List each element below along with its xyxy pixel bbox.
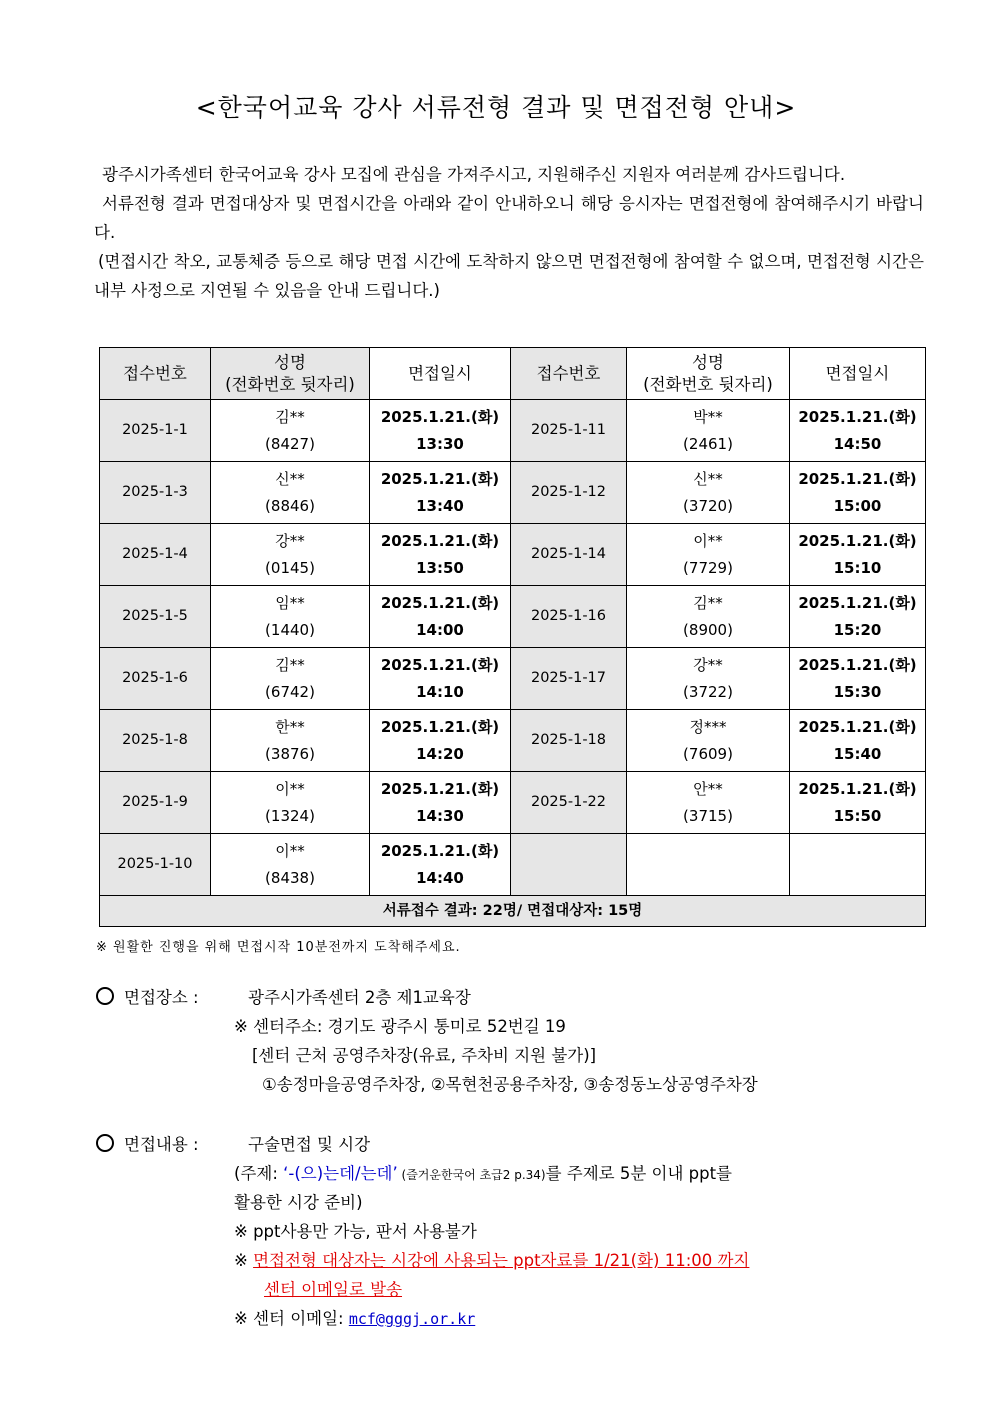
- interview-time: 14:50: [833, 434, 882, 453]
- reception-no-cell: 2025-1-10: [100, 834, 211, 896]
- applicant-name: 김**: [693, 593, 723, 612]
- reception-no-cell: [511, 834, 627, 896]
- interview-datetime-cell: [370, 834, 511, 896]
- table-header-row: [100, 348, 926, 400]
- header-reception-no: 접수번호: [100, 348, 211, 400]
- header-interview-datetime: 면접일시: [370, 348, 511, 400]
- interview-date: 2025.1.21.(화): [380, 841, 500, 860]
- reception-no-cell: 2025-1-3: [100, 462, 211, 524]
- applicant-cell: [211, 400, 370, 462]
- interview-datetime-cell: [790, 400, 926, 462]
- applicant-name: 강**: [275, 531, 305, 550]
- applicant-name: 김**: [275, 407, 305, 426]
- interview-datetime-cell: [370, 586, 511, 648]
- place-value: 광주시가족센터 2층 제1교육장: [248, 988, 471, 1007]
- reception-no-cell: 2025-1-16: [511, 586, 627, 648]
- interview-datetime-cell: [370, 462, 511, 524]
- reception-no-cell: 2025-1-11: [511, 400, 627, 462]
- rule-ppt-only: ※ ppt사용만 가능, 판서 사용불가: [234, 1222, 477, 1241]
- interview-time: 15:20: [833, 620, 882, 639]
- place-label: 면접장소 :: [124, 988, 199, 1007]
- applicant-name: 안**: [693, 779, 723, 798]
- rule-submit-text: 면접전형 대상자는 시강에 사용되는 ppt자료를 1/21(화) 11:00 까지: [253, 1251, 750, 1270]
- parking-list: ①송정마을공영주차장, ②목현천공용주차장, ③송정동노상공영주차장: [262, 1075, 758, 1094]
- reception-no-cell: 2025-1-8: [100, 710, 211, 772]
- applicant-phone: (2461): [683, 434, 733, 453]
- applicant-cell: [211, 834, 370, 896]
- interview-date: 2025.1.21.(화): [380, 531, 500, 550]
- interview-time: 14:30: [416, 806, 464, 825]
- center-email-line: [234, 1304, 475, 1334]
- header-name-line1: 성명: [274, 352, 306, 372]
- interview-time: 14:40: [416, 868, 464, 887]
- content-value: 구술면접 및 시강: [248, 1135, 371, 1154]
- interview-date: 2025.1.21.(화): [380, 407, 500, 426]
- reception-no-cell: 2025-1-1: [100, 400, 211, 462]
- header-interview-datetime: 면접일시: [790, 348, 926, 400]
- applicant-cell: [211, 648, 370, 710]
- table-row: [100, 772, 926, 834]
- reception-no-cell: 2025-1-14: [511, 524, 627, 586]
- table-row: [100, 400, 926, 462]
- applicant-name: 이**: [693, 531, 723, 550]
- interview-date: 2025.1.21.(화): [380, 655, 500, 674]
- header-name: [211, 348, 370, 400]
- applicant-cell: [211, 710, 370, 772]
- applicant-cell: [627, 834, 790, 896]
- interview-time: 15:10: [833, 558, 882, 577]
- circle-bullet-icon: [96, 1134, 114, 1152]
- reception-no-cell: 2025-1-6: [100, 648, 211, 710]
- reception-no-cell: 2025-1-9: [100, 772, 211, 834]
- applicant-phone: (6742): [265, 682, 315, 701]
- parking-title: [센터 근처 공영주차장(유료, 주차비 지원 불가)]: [252, 1046, 597, 1065]
- applicant-phone: (7729): [683, 558, 733, 577]
- arrival-note: ※ 원활한 진행을 위해 면접시작 10분전까지 도착해주세요.: [96, 940, 461, 955]
- applicant-cell: [627, 524, 790, 586]
- interview-datetime-cell: [790, 772, 926, 834]
- reception-no-cell: 2025-1-17: [511, 648, 627, 710]
- interview-place-section: [96, 983, 471, 1012]
- interview-date: 2025.1.21.(화): [798, 779, 917, 798]
- applicant-name: 강**: [693, 655, 723, 674]
- applicant-name: 한**: [275, 717, 305, 736]
- email-label: ※ 센터 이메일:: [234, 1309, 349, 1328]
- rule-submit-line-2: [264, 1275, 402, 1304]
- applicant-name: 이**: [275, 841, 305, 860]
- topic-line-2: 활용한 시강 준비): [234, 1193, 363, 1212]
- interview-datetime-cell: [370, 648, 511, 710]
- applicant-phone: (7609): [683, 744, 733, 763]
- header-name: [627, 348, 790, 400]
- interview-time: 14:20: [416, 744, 464, 763]
- email-link[interactable]: mcf@gggj.or.kr: [348, 1310, 476, 1328]
- applicant-cell: [627, 710, 790, 772]
- summary-row: [100, 896, 926, 927]
- intro-paragraph: (면접시간 착오, 교통체증 등으로 해당 면접 시간에 도착하지 않으면 면접전형에 참여할 수 없으며, 면접전형 시간은 내부 사정으로 지연될 수 있음을 안내 드립니다.): [94, 252, 924, 300]
- interview-date: 2025.1.21.(화): [798, 469, 917, 488]
- applicant-name: 김**: [275, 655, 305, 674]
- interview-date: 2025.1.21.(화): [380, 469, 500, 488]
- interview-time: 14:00: [416, 620, 464, 639]
- interview-date: 2025.1.21.(화): [798, 531, 917, 550]
- applicant-cell: [211, 524, 370, 586]
- interview-datetime-cell: [790, 710, 926, 772]
- applicant-name: 임**: [275, 593, 305, 612]
- applicant-cell: [627, 772, 790, 834]
- interview-datetime-cell: [790, 586, 926, 648]
- page-title: <한국어교육 강사 서류전형 결과 및 면접전형 안내>: [195, 93, 797, 122]
- applicant-cell: [211, 462, 370, 524]
- topic-source: (즐거운한국어 초급2 p.34): [397, 1168, 546, 1182]
- interview-datetime-cell: [790, 648, 926, 710]
- interview-schedule-table: [99, 347, 926, 927]
- reception-no-cell: 2025-1-5: [100, 586, 211, 648]
- topic-text: ‘-(으)는데/는데’: [283, 1164, 398, 1183]
- applicant-phone: (8846): [265, 496, 315, 515]
- summary-cell: 서류접수 결과: 22명/ 면접대상자: 15명: [100, 896, 926, 927]
- applicant-phone: (0145): [265, 558, 315, 577]
- circle-bullet-icon: [96, 987, 114, 1005]
- interview-time: 13:40: [416, 496, 464, 515]
- table-row: [100, 648, 926, 710]
- reception-no-cell: 2025-1-4: [100, 524, 211, 586]
- interview-datetime-cell: [370, 772, 511, 834]
- interview-datetime-cell: [370, 400, 511, 462]
- applicant-phone: (3715): [683, 806, 733, 825]
- content-label: 면접내용 :: [124, 1135, 199, 1154]
- applicant-phone: (1440): [265, 620, 315, 639]
- interview-time: 15:00: [833, 496, 882, 515]
- applicant-phone: (3720): [683, 496, 733, 515]
- interview-date: 2025.1.21.(화): [798, 717, 917, 736]
- table-row: [100, 586, 926, 648]
- applicant-name: 정***: [689, 717, 727, 736]
- reception-no-cell: 2025-1-22: [511, 772, 627, 834]
- rule-submit-ppt: [234, 1246, 749, 1275]
- interview-date: 2025.1.21.(화): [798, 407, 917, 426]
- reception-no-cell: 2025-1-18: [511, 710, 627, 772]
- topic-line: [234, 1159, 732, 1190]
- applicant-cell: [211, 772, 370, 834]
- interview-date: 2025.1.21.(화): [798, 593, 917, 612]
- interview-time: 14:10: [416, 682, 464, 701]
- header-name-line2: (전화번호 뒷자리): [643, 374, 773, 394]
- applicant-cell: [627, 586, 790, 648]
- table-row: [100, 524, 926, 586]
- topic-prefix: (주제:: [234, 1164, 284, 1183]
- intro-paragraph: 서류전형 결과 면접대상자 및 면접시간을 아래와 같이 안내하오니 해당 응시자는 면접전형에 참여해주시기 바랍니다.: [94, 194, 924, 242]
- intro-paragraph: 광주시가족센터 한국어교육 강사 모집에 관심을 가져주시고, 지원해주신 지원자 여러분께 감사드립니다.: [102, 165, 846, 184]
- interview-datetime-cell: [370, 710, 511, 772]
- intro-text: [94, 160, 924, 305]
- interview-date: 2025.1.21.(화): [380, 593, 500, 612]
- applicant-cell: [627, 462, 790, 524]
- interview-datetime-cell: [790, 462, 926, 524]
- interview-time: 13:30: [416, 434, 464, 453]
- applicant-name: 신**: [693, 469, 723, 488]
- applicant-cell: [627, 400, 790, 462]
- table-row: [100, 710, 926, 772]
- rule-submit-text-2: 센터 이메일로 발송: [264, 1280, 403, 1299]
- interview-date: 2025.1.21.(화): [380, 779, 500, 798]
- applicant-phone: (3722): [683, 682, 733, 701]
- applicant-phone: (1324): [265, 806, 315, 825]
- applicant-phone: (8900): [683, 620, 733, 639]
- interview-time: 13:50: [416, 558, 464, 577]
- applicant-name: 박**: [693, 407, 723, 426]
- interview-date: 2025.1.21.(화): [798, 655, 917, 674]
- header-name-line2: (전화번호 뒷자리): [225, 374, 355, 394]
- header-name-line1: 성명: [692, 352, 724, 372]
- topic-suffix: 를 주제로 5분 이내 ppt를: [545, 1164, 732, 1183]
- applicant-phone: (3876): [265, 744, 315, 763]
- table-row: [100, 462, 926, 524]
- header-reception-no: 접수번호: [511, 348, 627, 400]
- interview-time: 15:50: [833, 806, 882, 825]
- applicant-cell: [211, 586, 370, 648]
- center-address: ※ 센터주소: 경기도 광주시 통미로 52번길 19: [234, 1017, 566, 1036]
- applicant-name: 이**: [275, 779, 305, 798]
- interview-datetime-cell: [370, 524, 511, 586]
- interview-time: 15:30: [833, 682, 882, 701]
- applicant-phone: (8438): [265, 868, 315, 887]
- table-body: [100, 400, 926, 896]
- interview-time: 15:40: [833, 744, 882, 763]
- interview-content-section: [96, 1130, 370, 1159]
- applicant-cell: [627, 648, 790, 710]
- interview-date: 2025.1.21.(화): [380, 717, 500, 736]
- rule-mark: ※: [234, 1251, 254, 1270]
- applicant-phone: (8427): [265, 434, 315, 453]
- interview-datetime-cell: [790, 834, 926, 896]
- interview-datetime-cell: [790, 524, 926, 586]
- applicant-name: 신**: [275, 469, 305, 488]
- reception-no-cell: 2025-1-12: [511, 462, 627, 524]
- table-row: [100, 834, 926, 896]
